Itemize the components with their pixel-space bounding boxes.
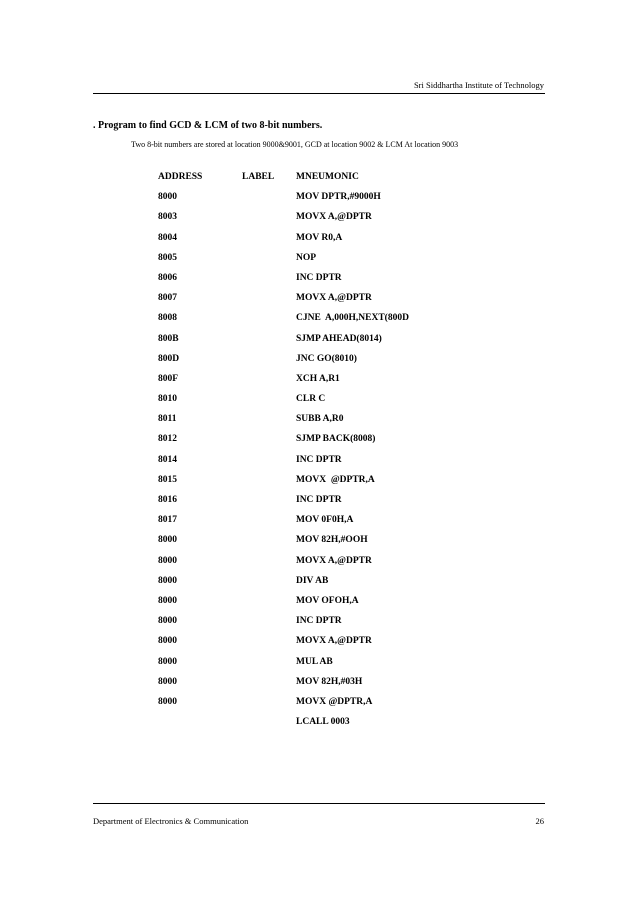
mnemonic-cell: LCALL 0003: [296, 717, 350, 728]
column-header-address: ADDRESS: [158, 172, 203, 182]
address-cell: 8000: [158, 575, 177, 586]
address-cell: 8000: [158, 595, 177, 606]
address-cell: 8006: [158, 272, 177, 283]
page-number: 26: [535, 816, 544, 826]
mnemonic-cell: SUBB A,R0: [296, 414, 344, 425]
address-cell: 8012: [158, 434, 177, 445]
address-cell: 8000: [158, 535, 177, 546]
mnemonic-cell: CJNE A,000H,NEXT(800D: [296, 313, 409, 324]
address-cell: 8017: [158, 515, 177, 526]
address-cell: 8015: [158, 474, 177, 485]
program-description: Two 8-bit numbers are stored at location 9000&9001, GCD at location 9002 & LCM At location 9003: [131, 140, 459, 149]
mnemonic-cell: NOP: [296, 252, 317, 263]
mnemonic-cell: SJMP BACK(8008): [296, 434, 376, 445]
mnemonic-cell: MOV 82H,#OOH: [296, 535, 368, 546]
address-cell: 8010: [158, 394, 177, 405]
mnemonic-cell: MOVX @DPTR,A: [296, 474, 375, 485]
mnemonic-cell: XCH A,R1: [296, 373, 340, 384]
address-cell: 8000: [158, 676, 177, 687]
mnemonic-cell: MOVX A,@DPTR: [296, 555, 372, 566]
mnemonic-cell: MOV 82H,#03H: [296, 676, 363, 687]
mnemonic-cell: MOV 0F0H,A: [296, 515, 354, 526]
mnemonic-cell: INC DPTR: [296, 454, 342, 465]
address-cell: 8011: [158, 414, 177, 425]
address-cell: 8007: [158, 293, 177, 304]
address-cell: 8003: [158, 212, 177, 223]
mnemonic-cell: INC DPTR: [296, 272, 342, 283]
mnemonic-cell: SJMP AHEAD(8014): [296, 333, 382, 344]
address-cell: 8000: [158, 555, 177, 566]
mnemonic-cell: CLR C: [296, 394, 326, 405]
header-divider: [93, 93, 545, 94]
mnemonic-cell: MOVX A,@DPTR: [296, 293, 372, 304]
footer-department: Department of Electronics & Communication: [93, 816, 249, 826]
address-cell: 8016: [158, 495, 177, 505]
mnemonic-cell: MUL AB: [296, 656, 333, 667]
address-cell: 8004: [158, 232, 177, 243]
address-cell: 800B: [158, 333, 179, 344]
column-header-label: LABEL: [242, 172, 275, 182]
mnemonic-cell: MOVX @DPTR,A: [296, 696, 373, 707]
mnemonic-cell: MOV DPTR,#9000H: [296, 192, 381, 203]
footer-divider: [93, 803, 545, 804]
address-cell: 8000: [158, 696, 177, 707]
mnemonic-cell: JNC GO(8010): [296, 353, 357, 364]
column-header-mnemonic: MNEUMONIC: [296, 172, 359, 182]
mnemonic-cell: MOVX A,@DPTR: [296, 636, 372, 647]
address-cell: 800D: [158, 353, 180, 364]
address-cell: 800F: [158, 373, 179, 384]
mnemonic-cell: DIV AB: [296, 575, 329, 586]
mnemonic-cell: MOV R0,A: [296, 232, 343, 243]
program-title: . Program to find GCD & LCM of two 8-bit numbers.: [93, 120, 323, 131]
mnemonic-cell: INC DPTR: [296, 495, 342, 505]
address-cell: 8000: [158, 636, 177, 647]
header-institute: Sri Siddhartha Institute of Technology: [413, 80, 544, 90]
mnemonic-cell: MOVX A,@DPTR: [296, 212, 372, 223]
address-cell: 8000: [158, 192, 177, 203]
address-cell: 8008: [158, 313, 177, 324]
mnemonic-cell: MOV OFOH,A: [296, 595, 359, 606]
address-cell: 8014: [158, 454, 177, 465]
address-cell: 8000: [158, 656, 177, 667]
mnemonic-cell: INC DPTR: [296, 616, 342, 627]
address-cell: 8005: [158, 252, 177, 263]
address-cell: 8000: [158, 616, 177, 627]
